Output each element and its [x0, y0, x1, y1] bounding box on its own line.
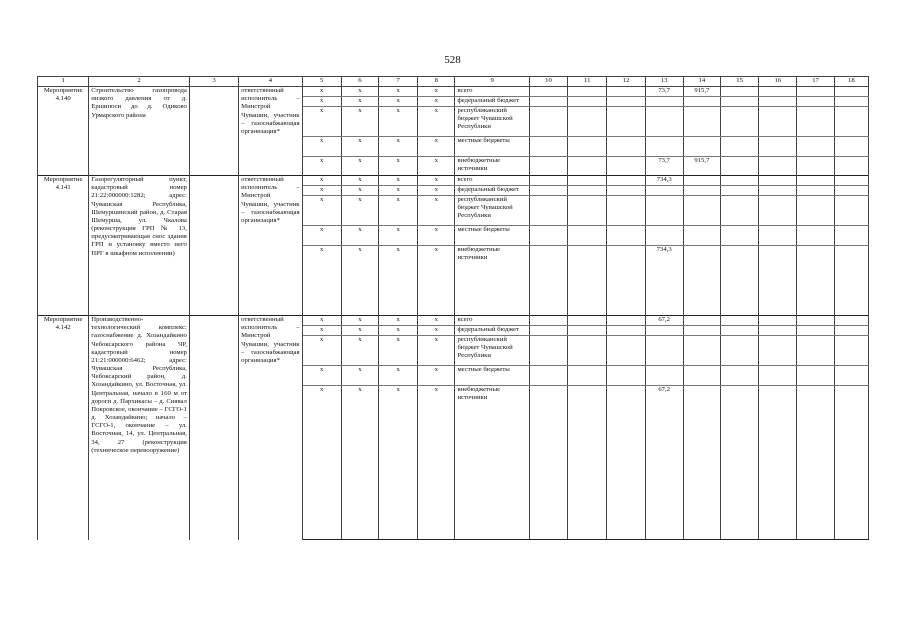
value-cell	[797, 326, 834, 336]
x-mark: x	[302, 246, 341, 316]
x-mark: x	[379, 386, 418, 540]
x-mark: x	[418, 246, 455, 316]
x-mark: x	[302, 326, 341, 336]
column-header: 16	[759, 77, 797, 87]
column-header: 18	[834, 77, 868, 87]
value-cell	[759, 87, 797, 97]
value-cell	[645, 226, 683, 246]
value-cell	[834, 87, 868, 97]
value-cell	[529, 246, 567, 316]
value-cell	[721, 157, 759, 176]
value-cell	[568, 196, 607, 226]
value-cell	[645, 97, 683, 107]
x-mark: x	[341, 226, 378, 246]
funding-source: федеральный бюджет	[455, 186, 529, 196]
value-cell	[834, 246, 868, 316]
value-cell	[529, 186, 567, 196]
value-cell	[759, 316, 797, 326]
x-mark: x	[302, 157, 341, 176]
x-mark: x	[379, 226, 418, 246]
value-cell	[721, 107, 759, 137]
column-header: 2	[89, 77, 190, 87]
x-mark: x	[302, 386, 341, 540]
value-cell	[529, 107, 567, 137]
value-cell: 67,2	[645, 386, 683, 540]
value-cell	[607, 386, 645, 540]
value-cell	[721, 366, 759, 386]
column-header: 9	[455, 77, 529, 87]
value-cell	[721, 196, 759, 226]
x-mark: x	[418, 386, 455, 540]
measure-name: Строительство газопровода низкого давления от д. Ершипоси до д. Одиково Урмарского района	[89, 87, 190, 176]
value-cell	[759, 107, 797, 137]
x-mark: x	[341, 107, 378, 137]
funding-source: местные бюджеты	[455, 366, 529, 386]
value-cell	[683, 196, 720, 226]
responsible-executor: ответственный исполнитель – Минстрой Чувашии, участник – газоснабжающая организация*	[239, 87, 302, 176]
x-mark: x	[379, 97, 418, 107]
x-mark: x	[418, 157, 455, 176]
value-cell	[645, 186, 683, 196]
value-cell	[529, 157, 567, 176]
funding-source: всего	[455, 176, 529, 186]
x-mark: x	[379, 107, 418, 137]
value-cell	[797, 107, 834, 137]
value-cell	[529, 226, 567, 246]
x-mark: x	[341, 366, 378, 386]
value-cell	[568, 386, 607, 540]
x-mark: x	[341, 87, 378, 97]
x-mark: x	[302, 176, 341, 186]
value-cell	[683, 386, 720, 540]
value-cell	[759, 137, 797, 157]
x-mark: x	[379, 316, 418, 326]
value-cell	[529, 97, 567, 107]
x-mark: x	[341, 186, 378, 196]
value-cell	[607, 107, 645, 137]
x-mark: x	[379, 87, 418, 97]
funding-source: всего	[455, 87, 529, 97]
value-cell	[721, 87, 759, 97]
column-header: 13	[645, 77, 683, 87]
value-cell	[607, 196, 645, 226]
value-cell	[568, 336, 607, 366]
x-mark: x	[302, 196, 341, 226]
value-cell	[797, 137, 834, 157]
value-cell	[645, 366, 683, 386]
column-header: 4	[239, 77, 302, 87]
x-mark: x	[379, 336, 418, 366]
value-cell	[759, 336, 797, 366]
header-row	[38, 77, 869, 87]
funding-source: федеральный бюджет	[455, 97, 529, 107]
value-cell	[797, 97, 834, 107]
value-cell	[529, 137, 567, 157]
source-row	[38, 176, 869, 186]
value-cell	[607, 246, 645, 316]
x-mark: x	[341, 176, 378, 186]
x-mark: x	[379, 157, 418, 176]
value-cell	[683, 107, 720, 137]
x-mark: x	[302, 107, 341, 137]
value-cell	[568, 326, 607, 336]
x-mark: x	[302, 336, 341, 366]
value-cell	[759, 326, 797, 336]
column-header: 10	[529, 77, 567, 87]
value-cell	[529, 386, 567, 540]
value-cell	[721, 176, 759, 186]
value-cell	[797, 226, 834, 246]
value-cell	[607, 87, 645, 97]
value-cell: 915,7	[683, 87, 720, 97]
value-cell	[721, 137, 759, 157]
value-cell	[759, 246, 797, 316]
value-cell	[797, 336, 834, 366]
value-cell	[759, 226, 797, 246]
value-cell: 73,7	[645, 87, 683, 97]
x-mark: x	[379, 186, 418, 196]
value-cell	[759, 196, 797, 226]
value-cell	[683, 176, 720, 186]
measure-id: Мероприятие 4.142	[38, 316, 89, 540]
x-mark: x	[341, 97, 378, 107]
value-cell	[607, 157, 645, 176]
value-cell	[834, 386, 868, 540]
funding-source: федеральный бюджет	[455, 326, 529, 336]
value-cell	[568, 157, 607, 176]
value-cell	[568, 226, 607, 246]
x-mark: x	[418, 366, 455, 386]
empty-cell	[189, 176, 238, 316]
responsible-executor: ответственный исполнитель – Минстрой Чувашии, участник – газоснабжающая организация*	[239, 316, 302, 540]
value-cell	[529, 176, 567, 186]
measure-id: Мероприятие 4.141	[38, 176, 89, 316]
x-mark: x	[341, 326, 378, 336]
value-cell: 734,3	[645, 246, 683, 316]
value-cell	[834, 97, 868, 107]
value-cell	[607, 316, 645, 326]
x-mark: x	[418, 87, 455, 97]
value-cell	[834, 326, 868, 336]
value-cell	[568, 246, 607, 316]
funding-source: внебюджетные источники	[455, 386, 529, 540]
value-cell	[797, 246, 834, 316]
x-mark: x	[379, 326, 418, 336]
responsible-executor: ответственный исполнитель – Минстрой Чувашии, участник – газоснабжающая организация*	[239, 176, 302, 316]
value-cell	[834, 316, 868, 326]
value-cell	[759, 157, 797, 176]
x-mark: x	[302, 137, 341, 157]
value-cell	[797, 176, 834, 186]
value-cell: 734,3	[645, 176, 683, 186]
value-cell	[683, 326, 720, 336]
value-cell	[683, 137, 720, 157]
value-cell	[568, 107, 607, 137]
value-cell	[834, 366, 868, 386]
value-cell	[645, 196, 683, 226]
value-cell	[568, 87, 607, 97]
column-header: 6	[341, 77, 378, 87]
funding-source: всего	[455, 316, 529, 326]
value-cell	[797, 386, 834, 540]
x-mark: x	[341, 157, 378, 176]
value-cell	[834, 186, 868, 196]
value-cell	[529, 336, 567, 366]
value-cell	[721, 226, 759, 246]
x-mark: x	[379, 366, 418, 386]
column-header: 8	[418, 77, 455, 87]
x-mark: x	[302, 316, 341, 326]
x-mark: x	[418, 326, 455, 336]
x-mark: x	[379, 246, 418, 316]
value-cell	[834, 157, 868, 176]
measure-id: Мероприятие 4.140	[38, 87, 89, 176]
value-cell	[529, 196, 567, 226]
funding-source: местные бюджеты	[455, 226, 529, 246]
value-cell	[797, 196, 834, 226]
value-cell	[834, 137, 868, 157]
value-cell	[683, 226, 720, 246]
x-mark: x	[302, 226, 341, 246]
x-mark: x	[341, 246, 378, 316]
x-mark: x	[418, 196, 455, 226]
column-header: 7	[379, 77, 418, 87]
x-mark: x	[418, 107, 455, 137]
funding-source: внебюджетные источники	[455, 246, 529, 316]
x-mark: x	[418, 316, 455, 326]
value-cell: 67,2	[645, 316, 683, 326]
value-cell	[529, 87, 567, 97]
x-mark: x	[418, 226, 455, 246]
value-cell	[683, 316, 720, 326]
funding-source: республиканский бюджет Чувашской Республики	[455, 336, 529, 366]
value-cell	[683, 366, 720, 386]
column-header: 3	[189, 77, 238, 87]
value-cell	[683, 246, 720, 316]
value-cell	[759, 97, 797, 107]
column-header: 5	[302, 77, 341, 87]
x-mark: x	[379, 176, 418, 186]
value-cell	[607, 137, 645, 157]
x-mark: x	[379, 137, 418, 157]
value-cell	[568, 366, 607, 386]
x-mark: x	[341, 196, 378, 226]
value-cell	[607, 326, 645, 336]
value-cell	[683, 186, 720, 196]
value-cell	[568, 137, 607, 157]
x-mark: x	[341, 316, 378, 326]
value-cell	[721, 336, 759, 366]
value-cell	[645, 137, 683, 157]
x-mark: x	[341, 336, 378, 366]
value-cell	[607, 176, 645, 186]
value-cell	[797, 186, 834, 196]
value-cell	[529, 326, 567, 336]
value-cell	[834, 196, 868, 226]
column-header: 14	[683, 77, 720, 87]
value-cell	[645, 336, 683, 366]
value-cell	[797, 157, 834, 176]
value-cell	[759, 386, 797, 540]
value-cell	[797, 316, 834, 326]
value-cell	[607, 226, 645, 246]
column-header: 12	[607, 77, 645, 87]
value-cell	[568, 97, 607, 107]
value-cell	[759, 176, 797, 186]
value-cell: 73,7	[645, 157, 683, 176]
value-cell	[721, 386, 759, 540]
measure-name: Газорегуляторный пункт, кадастровый номер 21:22:000000:1282; адрес: Чувашская Республика, Шемуршинский район, д. Старая Шемурша, ул. Чкалова (реконструкция ГРП № 13, предусматривающая снос здания ГРП и установку вместо него ПРГ в шкафном исполнении)	[89, 176, 190, 316]
empty-cell	[189, 316, 238, 540]
column-header: 17	[797, 77, 834, 87]
x-mark: x	[418, 336, 455, 366]
value-cell	[721, 326, 759, 336]
x-mark: x	[302, 87, 341, 97]
column-header: 11	[568, 77, 607, 87]
x-mark: x	[379, 196, 418, 226]
value-cell	[834, 336, 868, 366]
value-cell	[721, 316, 759, 326]
source-row	[38, 87, 869, 97]
value-cell	[797, 366, 834, 386]
x-mark: x	[418, 186, 455, 196]
measure-name: Производственно-технологический комплекс: газоснабжение д. Хозандайкино Чебоксарского района ЧР, кадастровый номер 21:21:000000:6462; адрес: Чувашская Республика, Чебоксарский район, д. Хозандайкино, ул. Восточная, ул. Центральная, начало в 160 м от дороги д. Пархикасы – д. Сиявал Покровское, окончание – ГСГО-1 д. Хозандайкино; начало – ГСГО-1, окончание – ул. Восточная, 14, ул. Центральная, 34, 27 (реконструкция (техническое перевооружение)	[89, 316, 190, 540]
value-cell	[759, 186, 797, 196]
x-mark: x	[302, 186, 341, 196]
x-mark: x	[341, 137, 378, 157]
value-cell	[797, 87, 834, 97]
x-mark: x	[418, 137, 455, 157]
x-mark: x	[418, 176, 455, 186]
x-mark: x	[341, 386, 378, 540]
funding-source: республиканский бюджет Чувашской Республики	[455, 196, 529, 226]
empty-cell	[189, 87, 238, 176]
source-row	[38, 316, 869, 326]
value-cell	[683, 97, 720, 107]
program-table	[37, 76, 869, 540]
value-cell	[607, 186, 645, 196]
value-cell	[721, 97, 759, 107]
value-cell	[834, 226, 868, 246]
column-header: 1	[38, 77, 89, 87]
column-header: 15	[721, 77, 759, 87]
x-mark: x	[302, 97, 341, 107]
value-cell	[568, 176, 607, 186]
page-number: 528	[444, 54, 461, 66]
value-cell	[607, 366, 645, 386]
funding-source: республиканский бюджет Чувашской Республики	[455, 107, 529, 137]
value-cell	[721, 246, 759, 316]
value-cell	[645, 107, 683, 137]
value-cell	[834, 176, 868, 186]
value-cell: 915,7	[683, 157, 720, 176]
value-cell	[529, 366, 567, 386]
funding-source: местные бюджеты	[455, 137, 529, 157]
value-cell	[529, 316, 567, 326]
value-cell	[759, 366, 797, 386]
value-cell	[568, 186, 607, 196]
funding-source: внебюджетные источники	[455, 157, 529, 176]
x-mark: x	[418, 97, 455, 107]
value-cell	[568, 316, 607, 326]
value-cell	[721, 186, 759, 196]
value-cell	[607, 336, 645, 366]
x-mark: x	[302, 366, 341, 386]
value-cell	[834, 107, 868, 137]
value-cell	[645, 326, 683, 336]
value-cell	[683, 336, 720, 366]
value-cell	[607, 97, 645, 107]
